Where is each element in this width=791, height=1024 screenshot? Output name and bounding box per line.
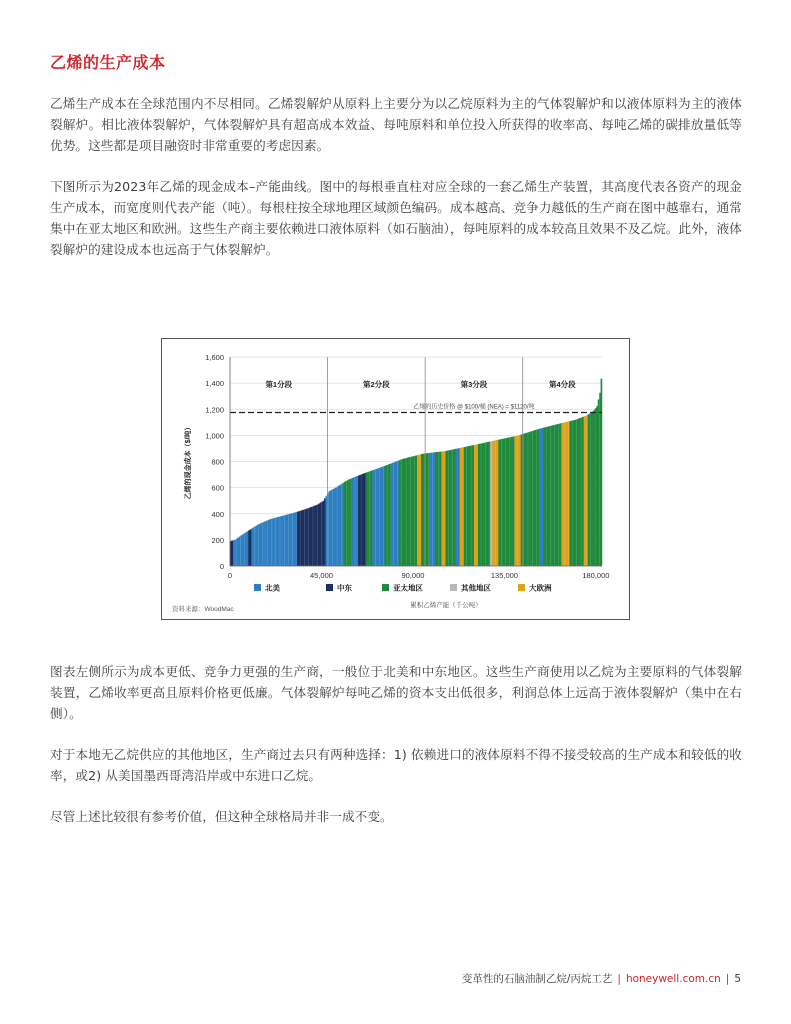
y-tick-label: 1,600: [205, 353, 224, 362]
plant-bar: [569, 421, 571, 566]
plant-bar: [601, 379, 603, 566]
x-axis-title: 累积乙烯产能（千公吨）: [410, 602, 482, 609]
plant-bar: [443, 451, 445, 566]
plant-bar: [475, 444, 477, 566]
cost-curve-chart: [161, 338, 630, 620]
plant-bar: [297, 512, 299, 566]
plant-bar: [561, 423, 563, 566]
y-tick-label: 200: [211, 535, 224, 545]
plant-bar: [454, 449, 456, 566]
plant-bar: [364, 473, 366, 566]
plant-bar: [566, 422, 568, 566]
plant-bar: [513, 437, 515, 566]
plant-bar: [382, 467, 384, 566]
plant-bar: [409, 457, 411, 566]
plant-bar: [283, 516, 285, 566]
plant-bar: [431, 453, 433, 566]
plant-bar: [251, 528, 253, 566]
chart-svg: [162, 339, 629, 619]
plant-bar: [557, 424, 559, 566]
footer-title: 变革性的石脑油制乙烷/丙烷工艺: [461, 973, 613, 985]
plant-bar: [318, 503, 320, 566]
plant-bar: [303, 510, 305, 566]
plant-bar: [311, 507, 313, 566]
plant-bar: [435, 452, 437, 566]
plant-bar: [391, 463, 393, 566]
plant-bar: [582, 417, 584, 566]
plant-bar: [531, 431, 533, 566]
paragraph-other-regions: 对于本地无乙烷供应的其他地区，生产商过去只有两种选择：1) 依赖进口的液体原料不得不接受较高的生产成本和较低的收率，或2) 从美国墨西哥湾沿岸或中东进口乙烷。: [50, 747, 742, 783]
plant-bar: [234, 540, 236, 566]
plant-bar: [440, 452, 442, 566]
plant-bar: [413, 456, 415, 566]
plant-bar: [496, 440, 498, 566]
plant-bar: [377, 469, 379, 566]
plant-bar: [323, 501, 325, 566]
plant-bar: [589, 414, 591, 566]
plant-bar: [526, 433, 528, 566]
plant-bar: [508, 437, 510, 566]
plant-bar: [237, 538, 239, 566]
plant-bar: [563, 423, 565, 566]
legend-label: 北美: [265, 583, 280, 593]
plant-bar: [433, 452, 435, 566]
plant-bar: [478, 444, 480, 566]
plant-bar: [253, 527, 255, 566]
plant-bar: [331, 490, 333, 566]
segment-label: 第3分段: [460, 380, 488, 390]
paragraph-intro: 乙烯生产成本在全球范围内不尽相同。乙烯裂解炉从原料上主要分为以乙烷原料为主的气体裂解炉和以液体原料为主的液体裂解炉。相比液体裂解炉，气体裂解炉具有超高成本效益、每吨原料和单位投入所获得的收率高、每吨乙烯的碳排放量低等优势。这些都是项目融资时非常重要的考虑因素。: [50, 96, 742, 153]
plant-bar: [306, 509, 308, 566]
plant-bar: [539, 429, 541, 566]
plant-bar: [372, 470, 374, 566]
plant-bar: [543, 428, 545, 566]
plant-bar: [334, 488, 336, 566]
legend-swatch: [254, 584, 261, 591]
plant-bar: [310, 507, 312, 566]
plant-bar: [395, 462, 397, 566]
plant-bar: [547, 427, 549, 566]
plant-bar: [451, 450, 453, 566]
plant-bar: [427, 453, 429, 566]
plant-bar: [366, 472, 368, 566]
plant-bar: [338, 485, 340, 566]
plant-bar: [326, 496, 328, 566]
plant-bar: [386, 465, 388, 566]
segment-label: 第4分段: [549, 380, 576, 390]
plant-bar: [273, 518, 275, 566]
plant-bar: [370, 471, 372, 566]
plant-bar: [246, 532, 248, 566]
plant-bar: [578, 418, 580, 566]
plant-bar: [243, 534, 245, 566]
plant-bar: [320, 503, 322, 566]
plant-bar: [290, 514, 292, 566]
plant-bar: [231, 541, 233, 566]
plant-bar: [400, 460, 402, 566]
plant-bar: [270, 519, 272, 566]
plant-bar: [407, 458, 409, 566]
plant-bar: [256, 526, 258, 566]
plant-bar: [429, 453, 431, 566]
paragraph-left-side: 图表左侧所示为成本更低、竞争力更强的生产商，一般位于北美和中东地区。这些生产商使用以乙烷为主要原料的气体裂解装置，乙烯收率更高且原料价格更低廉。气体裂解炉每吨乙烯的资本支出低很多，利润总体上远高于液体裂解炉（集中在右侧）。: [50, 664, 742, 721]
plant-bar: [295, 512, 297, 566]
plant-bar: [425, 453, 427, 566]
plant-bar: [301, 510, 303, 566]
plant-bar: [490, 441, 492, 566]
plant-bar: [584, 416, 586, 566]
x-tick-label: 90,000: [401, 571, 425, 580]
plant-bar: [250, 529, 252, 566]
plant-bar: [344, 482, 346, 566]
plant-bar: [461, 448, 463, 566]
plant-bar: [593, 410, 595, 566]
plant-bar: [553, 425, 555, 566]
plant-bar: [358, 475, 360, 566]
plant-bar: [504, 438, 506, 566]
y-tick-label: 1,400: [205, 379, 224, 389]
plant-bar: [521, 434, 523, 566]
legend-label: 其他地区: [461, 583, 491, 593]
chart-source: 资料来源：WoodMac: [172, 606, 234, 613]
plant-bar: [469, 446, 471, 566]
plant-bar: [516, 436, 518, 566]
plant-bar: [479, 444, 481, 566]
plant-bar: [330, 490, 332, 566]
plant-bar: [465, 447, 467, 566]
plant-bar: [494, 441, 496, 566]
plant-bar: [287, 514, 289, 566]
plant-bar: [574, 420, 576, 566]
plant-bar: [399, 460, 401, 566]
legend-label: 大欧洲: [529, 583, 552, 593]
reference-price-label: 乙烯的历史价格 @ $100/桶 (NEA) = $1120/吨: [413, 404, 535, 411]
plant-bar: [368, 472, 370, 566]
plant-bar: [324, 498, 326, 566]
y-tick-label: 600: [211, 483, 224, 493]
footer-site-link[interactable]: honeywell.com.cn: [625, 973, 721, 985]
plant-bar: [525, 433, 527, 566]
plant-bar: [257, 525, 259, 566]
plant-bar: [598, 399, 600, 566]
plant-bar: [464, 447, 466, 566]
plant-bar: [353, 477, 355, 566]
y-axis-title: 乙烯的现金成本（$/吨）: [185, 423, 192, 500]
y-tick-label: 1,200: [205, 405, 224, 415]
y-tick-label: 1,000: [205, 431, 224, 441]
plant-bar: [348, 479, 350, 566]
paragraph-conclusion: 尽管上述比较很有参考价值，但这种全球格局并非一成不变。: [50, 809, 393, 824]
plant-bar: [515, 436, 517, 566]
x-tick-label: 135,000: [490, 571, 518, 580]
plant-bar: [457, 448, 459, 566]
plant-bar: [533, 430, 535, 566]
plant-bar: [294, 513, 296, 566]
y-tick-label: 800: [211, 457, 224, 467]
plant-bar: [285, 515, 287, 566]
plant-bar: [575, 420, 577, 566]
plant-bar: [596, 406, 598, 566]
footer-separator-2: |: [725, 973, 730, 985]
plant-bar: [278, 517, 280, 566]
plant-bar: [266, 521, 268, 566]
plant-bar: [460, 448, 462, 566]
plant-bar: [392, 463, 394, 566]
plant-bar: [585, 416, 587, 566]
footer-separator: |: [617, 973, 621, 985]
plant-bar: [519, 435, 521, 566]
plant-bar: [291, 513, 293, 566]
plant-bar: [274, 518, 276, 566]
plant-bar: [316, 505, 318, 566]
plant-bar: [307, 508, 309, 566]
plant-bar: [484, 443, 486, 566]
plant-bar: [362, 474, 364, 566]
plant-bar: [540, 428, 542, 566]
legend-swatch: [518, 584, 525, 591]
plant-bar: [552, 425, 554, 566]
page-number: 5: [734, 973, 741, 985]
plant-bar: [264, 521, 266, 566]
plant-bar: [447, 451, 449, 566]
plant-bar: [417, 455, 419, 566]
plant-bar: [389, 464, 391, 566]
plant-bar: [549, 426, 551, 566]
plant-bar: [487, 442, 489, 566]
plant-bar: [588, 414, 590, 566]
plant-bar: [384, 466, 386, 566]
plant-bar: [472, 445, 474, 566]
legend-swatch: [450, 584, 457, 591]
plant-bar: [437, 452, 439, 566]
plant-bar: [336, 487, 338, 566]
plant-bar: [456, 449, 458, 566]
legend-swatch: [326, 584, 333, 591]
plant-bar: [378, 468, 380, 566]
legend-label: 中东: [337, 583, 352, 593]
y-tick-label: 0: [219, 562, 224, 571]
plant-bar: [350, 479, 352, 566]
y-tick-label: 400: [211, 509, 224, 519]
plant-bar: [352, 478, 354, 566]
plant-bar: [500, 439, 502, 566]
plant-bar: [511, 437, 513, 566]
plant-bar: [450, 450, 452, 566]
paragraph-chart-description: 下图所示为2023年乙烯的现金成本–产能曲线。图中的每根垂直柱对应全球的一套乙烯生产装置，其高度代表各资产的现金生产成本，而宽度则代表产能（吨）。每根柱按全球地理区域颜色编码。成本越高、竞争力越低的生产商在图中越靠右，通常集中在亚太地区和欧洲。这些生产商主要依赖进口液体原料（如石脑油），每吨原料的成本较高且效果不及乙烷。此外，液体裂解炉的建设成本也远高于气体裂解炉。: [50, 179, 742, 257]
plant-bar: [579, 418, 581, 566]
plant-bar: [403, 459, 405, 566]
plant-bar: [299, 511, 301, 566]
plant-bar: [535, 430, 537, 566]
plant-bar: [592, 411, 594, 566]
plant-bar: [239, 537, 241, 566]
plant-bar: [418, 455, 420, 566]
plant-bar: [412, 456, 414, 566]
plant-bar: [482, 443, 484, 566]
plant-bar: [314, 506, 316, 566]
plant-bar: [233, 540, 235, 566]
plant-bar: [345, 481, 347, 566]
plant-bar: [359, 475, 361, 566]
plant-bar: [441, 451, 443, 566]
plant-bar: [281, 516, 283, 566]
plant-bar: [556, 424, 558, 566]
plant-bar: [474, 445, 476, 566]
x-tick-label: 45,000: [309, 571, 333, 580]
segment-label: 第1分段: [265, 380, 293, 390]
x-tick-label: 180,000: [582, 571, 610, 580]
x-tick-label: 0: [227, 571, 233, 580]
plant-bar: [507, 438, 509, 566]
plant-bar: [492, 441, 494, 566]
plant-bar: [468, 446, 470, 566]
plant-bar: [381, 467, 383, 566]
plant-bar: [261, 523, 263, 566]
plant-bar: [423, 454, 425, 566]
plant-bar: [567, 422, 569, 566]
plant-bar: [268, 520, 270, 566]
plant-bar: [503, 439, 505, 566]
plant-bar: [248, 530, 250, 566]
plant-bar: [374, 470, 376, 566]
segment-label: 第2分段: [363, 380, 390, 390]
plant-bar: [421, 454, 423, 566]
plant-bar: [571, 421, 573, 566]
plant-bar: [396, 461, 398, 566]
plant-bar: [445, 451, 447, 566]
plant-bar: [277, 517, 279, 566]
section-title: 乙烯的生产成本: [50, 53, 166, 72]
plant-bar: [544, 427, 546, 566]
plant-bar: [404, 458, 406, 566]
plant-bar: [260, 523, 262, 566]
plant-bar: [356, 476, 358, 566]
legend-swatch: [382, 584, 389, 591]
page-footer: [462, 971, 741, 986]
legend-label: 亚太地区: [393, 583, 423, 593]
plant-bar: [340, 485, 342, 566]
plant-bar: [498, 440, 500, 566]
plant-bar: [488, 442, 490, 566]
plant-bar: [242, 535, 244, 566]
plant-bar: [529, 432, 531, 566]
